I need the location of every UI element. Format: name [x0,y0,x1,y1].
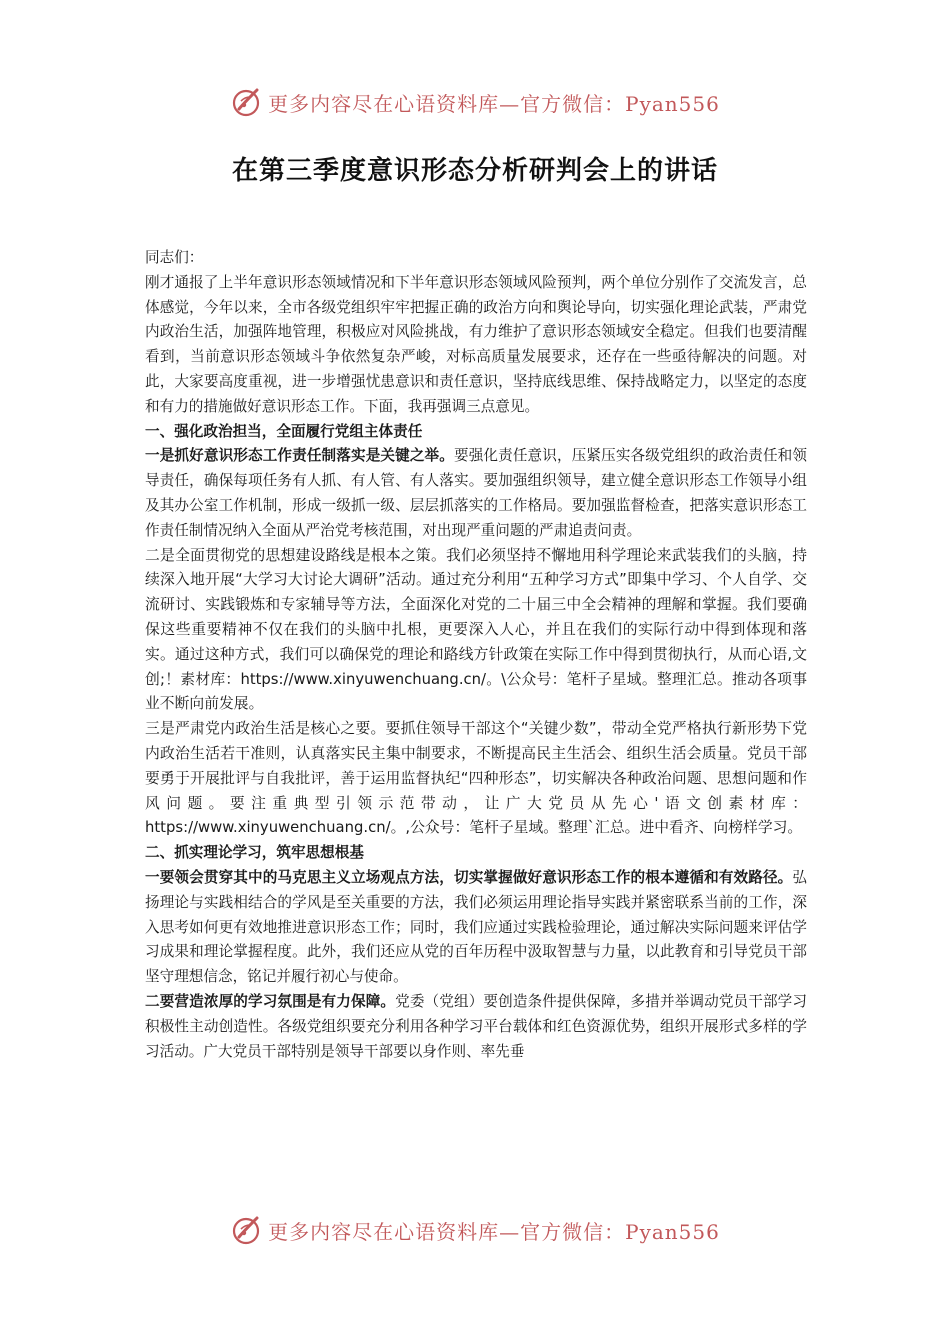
pen-seal-logo-icon [230,1213,264,1247]
section-2-point-2-text: 党委（党组）要创造条件提供保障，多措并举调动党员干部学习积极性主动创造性。各级党组织要充分利用各种学习平台载体和红色资源优势，组织开展形式多样的学习活动。广大党员干部特别是领导干部要以身作则、率先垂 [145,992,807,1060]
section-1-point-1-lead: 一是抓好意识形态工作责任制落实是关键之举。 [145,447,454,465]
section-2-paragraph-1 [145,866,807,990]
document-body [145,246,807,1064]
intro-paragraph: 刚才通报了上半年意识形态领域情况和下半年意识形态领域风险预判，两个单位分别作了交流发言，总体感觉，今年以来，全市各级党组织牢牢把握正确的政治方向和舆论导向，切实强化理论武装，严肃党内政治生活，加强阵地管理，积极应对风险挑战，有力维护了意识形态领域安全稳定。但我们也要清醒看到，当前意识形态领域斗争依然复杂严峻，对标高质量发展要求，还存在一些亟待解决的问题。对此，大家要高度重视，进一步增强忧患意识和责任意识，坚持底线思维、保持战略定力，以坚定的态度和有力的措施做好意识形态工作。下面，我再强调三点意见。 [145,273,807,415]
section-2-heading: 二、抓实理论学习，筑牢思想根基 [145,844,364,862]
banner-text: 更多内容尽在心语资料库—官方微信：Pyan556 [268,91,720,116]
pen-seal-logo-icon [230,85,264,119]
section-1-paragraph-1 [145,444,807,543]
salutation: 同志们： [145,249,204,266]
section-1-paragraph-3: 三是严肃党内政治生活是核心之要。要抓住领导干部这个“关键少数”，带动全党严格执行新形势下党内政治生活若干准则，认真落实民主集中制要求，不断提高民主生活会、组织生活会质量。党员干部要勇于开展批评与自我批评，善于运用监督执纪“四种形态”，切实解决各种政治问题、思想问题和作风问题。要注重典型引领示范带动，让广大党员从先心'语文创素材库：https://www.xinyuwenchuang.cn/。,公众号：笔杆子星域。整理`汇总。进中看齐、向榜样学习。 [145,720,807,837]
section-2-point-2-lead: 二要营造浓厚的学习氛围是有力保障。 [145,992,396,1010]
footer-watermark-banner [0,1210,950,1250]
section-1-paragraph-2: 二是全面贯彻党的思想建设路线是根本之策。我们必须坚持不懈地用科学理论来武装我们的头脑，持续深入地开展“大学习大讨论大调研”活动。通过充分利用“五种学习方式”即集中学习、个人自学、交流研讨、实践锻炼和专家辅导等方法，全面深化对党的二十届三中全会精神的理解和掌握。我们要确保这些重要精神不仅在我们的头脑中扎根，更要深入人心，并且在我们的实际行动中得到体现和落实。通过这种方式，我们可以确保党的理论和路线方针政策在实际工作中得到贯彻执行，从而心语,文创;！素材库：https://www.xinyuwenchuang.cn/。\公众号：笔杆子星域。整理汇总。推动各项事业不断向前发展。 [145,546,807,713]
header-watermark-banner [0,82,950,122]
section-2-paragraph-2 [145,990,807,1064]
section-1-heading: 一、强化政治担当，全面履行党组主体责任 [145,422,423,440]
section-2-point-1-lead: 一要领会贯穿其中的马克思主义立场观点方法，切实掌握做好意识形态工作的根本遵循和有效路径。 [145,868,793,886]
section-1-point-1-text: 要强化责任意识，压紧压实各级党组织的政治责任和领导责任，确保每项任务有人抓、有人管、有人落实。要加强组织领导，建立健全意识形态工作领导小组及其办公室工作机制，形成一级抓一级、层层抓落实的工作格局。要加强监督检查，把落实意识形态工作责任制情况纳入全面从严治党考核范围，对出现严重问题的严肃追责问责。 [145,447,807,539]
banner-text: 更多内容尽在心语资料库—官方微信：Pyan556 [268,1219,720,1244]
page-title: 在第三季度意识形态分析研判会上的讲话 [231,156,718,186]
section-2-point-1-text: 弘扬理论与实践相结合的学风是至关重要的方法，我们必须运用理论指导实践并紧密联系当前的工作，深入思考如何更有效地推进意识形态工作；同时，我们应通过实践检验理论，通过解决实际问题来评估学习成果和理论掌握程度。此外，我们还应从党的百年历程中汲取智慧与力量，以此教育和引导党员干部坚守理想信念，铭记并履行初心与使命。 [145,868,807,986]
